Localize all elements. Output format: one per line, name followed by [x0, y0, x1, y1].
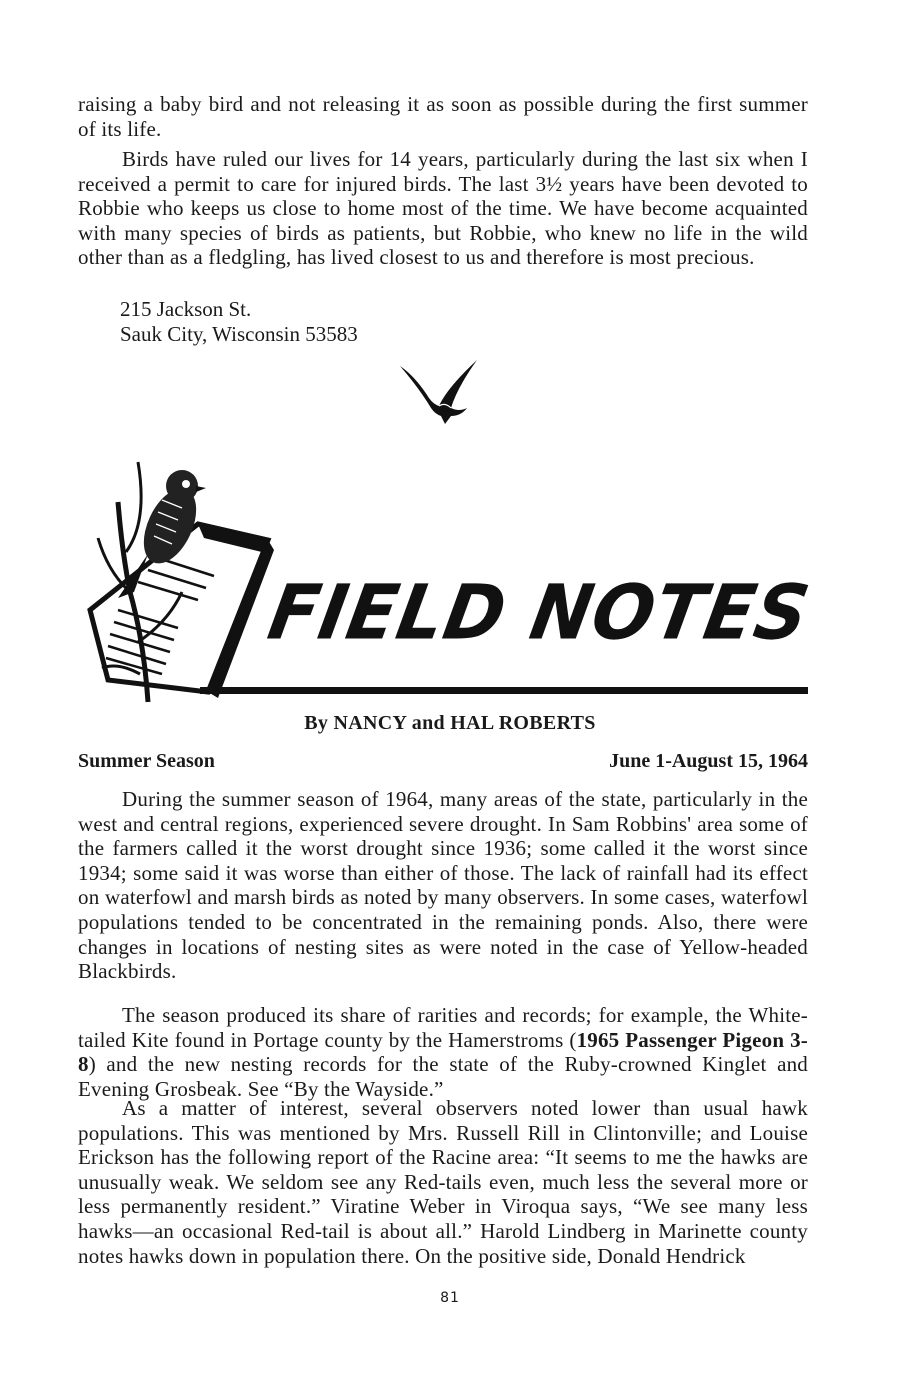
field-notes-column — [78, 1096, 808, 1268]
paragraph-drought: During the summer season of 1964, many areas of the state, particularly in the west and central regions, experienced severe drought. In Sam Robbins' area some of the farmers called it the worst drought since 1936; some called it the worst since 1934; some said it was worse than either of those. The lack of rainfall had its effect on waterfowl and marsh birds as noted by many observers. In some cases, waterfowl populations tended to be concentrated in the remaining ponds. Also, there were changes in locations of nesting sites as were noted in the case of Yellow-headed Blackbirds. — [78, 787, 808, 984]
paragraph-continuation: raising a baby bird and not releasing it as soon as possible during the first summer of its life. — [78, 92, 808, 141]
article-text-column — [78, 147, 808, 270]
date-range: June 1-August 15, 1964 — [609, 750, 808, 772]
title-underline — [200, 687, 808, 694]
paragraph-birds-ruled: Birds have ruled our lives for 14 years, particularly during the last six when I received a permit to care for injured birds. The last 3½ years have been devoted to Robbie who keeps us close to home most of the time. We have become acquainted with many species of birds as patients, but Robbie, who knew no life in the wild other than as a fledgling, has lived closest to us and therefore is most precious. — [78, 147, 808, 270]
article-text-column — [78, 92, 808, 141]
address-city: Sauk City, Wisconsin 53583 — [120, 321, 358, 346]
field-notes-column — [78, 787, 808, 984]
rarities-text-start: The season produced its share of rarities and records; for example, the White-tailed Kite found in Portage county by the Hamerstroms ( — [78, 1003, 808, 1052]
field-notes-column — [78, 1003, 808, 1101]
citation-reference: 1965 Passenger Pigeon 3-8 — [78, 1027, 808, 1077]
paragraph-rarities — [78, 1003, 808, 1101]
field-notes-title: FIELD NOTES — [262, 567, 817, 657]
rarities-text-end: ) and the new nesting records for the state of the Ruby-crowned Kinglet and Evening Grosbeak. See “By the Wayside.” — [78, 1052, 808, 1101]
paragraph-hawks: As a matter of interest, several observers noted lower than usual hawk populations. This was mentioned by Mrs. Russell Rill in Clintonville; and Louise Erickson has the following report of the Racine area: “It seems to me the hawks are unusually weak. We seldom see any Red-tails even, much less the several more or less permanently resident.” Viratine Weber in Viroqua says, “We see many less hawks—an occasional Red-tail is about all.” Harold Lindberg in Marinette county notes hawks down in population there. On the positive side, Donald Hendrick — [78, 1096, 808, 1268]
page-number: 81 — [440, 1290, 460, 1306]
address-street: 215 Jackson St. — [120, 297, 252, 321]
byline: By NANCY and HAL ROBERTS — [304, 712, 596, 734]
author-address — [120, 297, 358, 346]
flying-gull-icon — [395, 358, 485, 428]
season-label: Summer Season — [78, 750, 215, 772]
